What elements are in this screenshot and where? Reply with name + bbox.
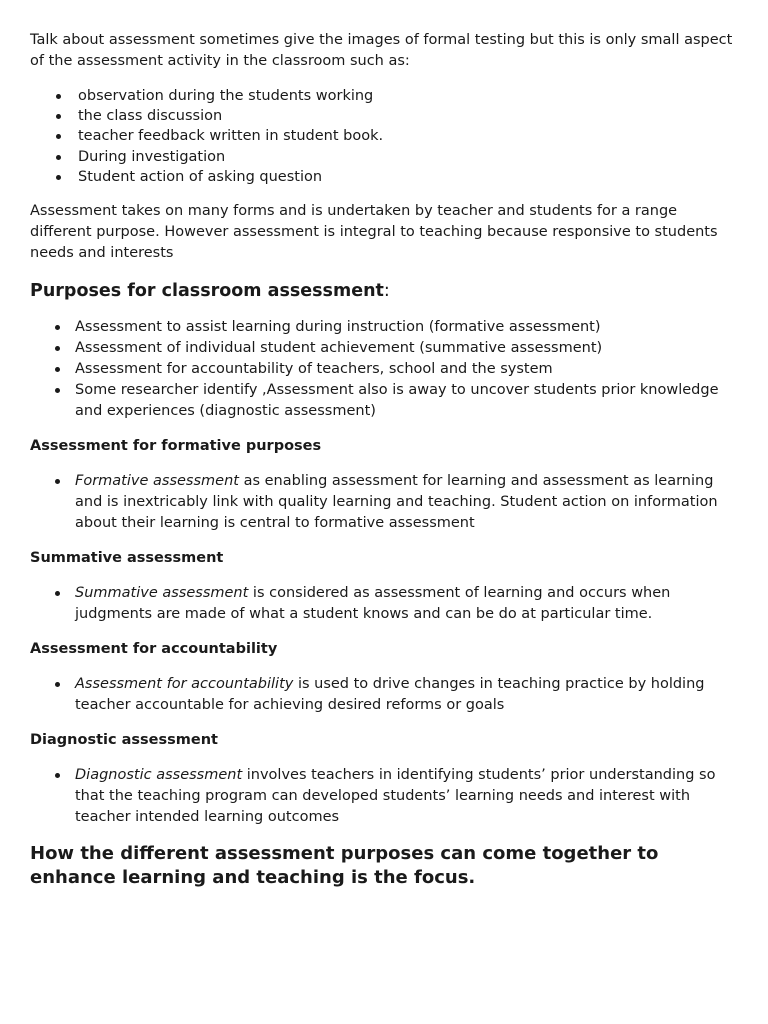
summative-term: Summative assessment [75, 585, 249, 602]
summative-heading: Summative assessment [30, 550, 224, 567]
purposes-heading-text: Purposes for classroom assessment [30, 281, 384, 302]
formative-list [30, 471, 734, 534]
list-item: Some researcher identify ,Assessment also is away to uncover students prior knowledge and experiences (diagnostic assessment) [75, 380, 734, 422]
diagnostic-definition [75, 765, 734, 828]
intro-paragraph: Talk about assessment sometimes give the images of formal testing but this is only small aspect of the assessment activity in the classroom such as: [30, 32, 733, 69]
accountability-term: Assessment for accountability [75, 676, 294, 693]
assessment-activities-list [30, 86, 734, 187]
list-item: observation during the students working [78, 86, 734, 106]
list-item: Student action of asking question [78, 167, 734, 187]
focus-heading: How the different assessment purposes can come together to enhance learning and teaching is the focus. [30, 843, 659, 889]
purposes-heading [30, 279, 734, 303]
formative-heading: Assessment for formative purposes [30, 438, 322, 455]
list-item: the class discussion [78, 106, 734, 126]
accountability-text: is used to drive changes in teaching practice by holding teacher accountable for achieving desired reforms or goals [75, 676, 705, 714]
formative-term: Formative assessment [75, 473, 239, 490]
formative-definition [75, 471, 734, 534]
list-item: Assessment to assist learning during instruction (formative assessment) [75, 317, 734, 338]
purposes-heading-colon: : [383, 281, 390, 302]
diagnostic-heading: Diagnostic assessment [30, 732, 218, 749]
accountability-heading: Assessment for accountability [30, 641, 278, 658]
summative-definition [75, 583, 734, 625]
list-item: Assessment for accountability of teachers, school and the system [75, 359, 734, 380]
diagnostic-term: Diagnostic assessment [75, 767, 243, 784]
diagnostic-text: involves teachers in identifying students’ prior understanding so that the teaching program can developed students’ learning needs and interest with teacher intended learning outcomes [75, 767, 716, 826]
summative-text: is considered as assessment of learning and occurs when judgments are made of what a student knows and can be do at particular time. [75, 585, 671, 623]
purposes-list [30, 317, 734, 422]
formative-text: as enabling assessment for learning and assessment as learning and is inextricably link with quality learning and teaching. Student action on information about their learning is central to formative assessment [75, 473, 718, 532]
list-item: Assessment of individual student achievement (summative assessment) [75, 338, 734, 359]
accountability-definition [75, 674, 734, 716]
list-item: teacher feedback written in student book. [78, 126, 734, 146]
diagnostic-list [30, 765, 734, 828]
accountability-list [30, 674, 734, 716]
forms-paragraph: Assessment takes on many forms and is undertaken by teacher and students for a range different purpose. However assessment is integral to teaching because responsive to students needs and interests [30, 203, 718, 262]
summative-list [30, 583, 734, 625]
list-item: During investigation [78, 147, 734, 167]
